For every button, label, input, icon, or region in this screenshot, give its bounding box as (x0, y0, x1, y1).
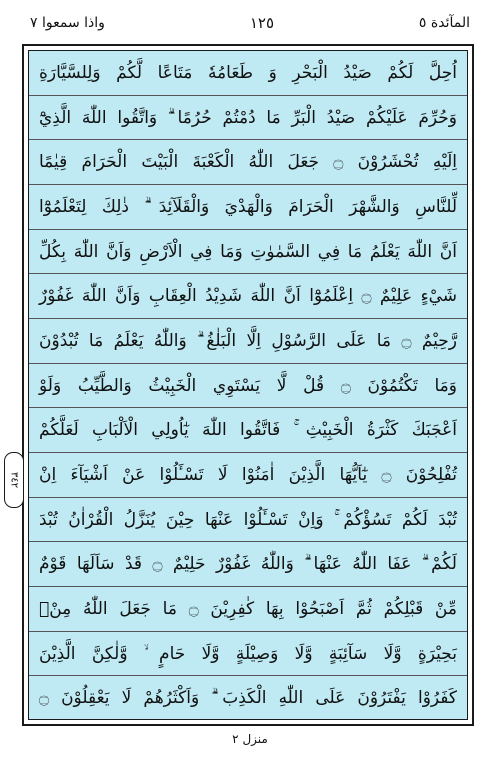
text-line: تُبْدَ لَكُمْ تَسُؤْكُمْ ۚ وَاِنْ تَسْـَٔلُوْا عَنْهَا حِيْنَ يُنَزَّلُ الْقُرْاٰنُ تُبْدَ (29, 498, 467, 543)
page-number: ١٢٥ (249, 14, 274, 32)
text-line: لَكُمْ ۗ عَفَا اللّٰهُ عَنْهَا ۗ وَاللّٰهُ غَفُوْرٌ حَلِيْمٌ ۝ قَدْ سَاَلَهَا قَوْمٌ (29, 542, 467, 587)
text-line: اُحِلَّ لَكُمْ صَيْدُ الْبَحْرِ وَ طَعَامُهٗ مَتَاعًا لَّكُمْ وَلِلسَّيَّارَةِ (29, 51, 467, 96)
text-line: اَنَّ اللّٰهَ يَعْلَمُ مَا فِي السَّمٰوٰتِ وَمَا فِي الْاَرْضِ وَاَنَّ اللّٰهَ بِكُلِّ (29, 230, 467, 275)
text-panel (28, 50, 468, 720)
text-line: تُفْلِحُوْنَ ۝ يٰٓاَيُّهَا الَّذِيْنَ اٰمَنُوْا لَا تَسْـَٔلُوْا عَنْ اَشْيَآءَ اِنْ (29, 453, 467, 498)
juz-name: واذا سمعوا ٧ (30, 15, 105, 31)
text-line: كَفَرُوْا يَفْتَرُوْنَ عَلَى اللّٰهِ الْكَذِبَ ۗ وَاَكْثَرُهُمْ لَا يَعْقِلُوْنَ ۝ (39, 688, 457, 709)
text-line: اَعْجَبَكَ كَثْرَةُ الْخَبِيْثِ ۚ فَاتَّقُوا اللّٰهَ يٰٓاُولِي الْاَلْبَابِ لَعَلَّكُمْ (29, 408, 467, 453)
text-line: وَمَا تَكْتُمُوْنَ ۝ قُلْ لَّا يَسْتَوِي الْخَبِيْثُ وَالطَّيِّبُ وَلَوْ (29, 364, 467, 409)
text-line: شَيْءٍ عَلِيْمٌ ۝ اِعْلَمُوْٓا اَنَّ اللّٰهَ شَدِيْدُ الْعِقَابِ وَاَنَّ اللّٰهَ غَفُوْرٌ (29, 274, 467, 319)
page-header (30, 8, 470, 38)
text-line: وَحُرِّمَ عَلَيْكُمْ صَيْدُ الْبَرِّ مَا دُمْتُمْ حُرُمًا ۗ وَاتَّقُوا اللّٰهَ الَّذِيْٓ (29, 96, 467, 141)
text-line: اِلَيْهِ تُحْشَرُوْنَ ۝ جَعَلَ اللّٰهُ الْكَعْبَةَ الْبَيْتَ الْحَرَامَ قِيٰمًا (29, 140, 467, 185)
text-line: بَحِيْرَةٍ وَّلَا سَآئِبَةٍ وَّلَا وَصِيْلَةٍ وَّلَا حَامٍ ۙ وَّلٰكِنَّ الَّذِيْنَ (29, 632, 467, 677)
text-line: لِّلنَّاسِ وَالشَّهْرَ الْحَرَامَ وَالْهَدْيَ وَالْقَلَآئِدَ ۗ ذٰلِكَ لِتَعْلَمُوْٓا (29, 185, 467, 230)
surah-name: المآئدة ٥ (418, 15, 470, 31)
text-line: مِّنْ قَبْلِكُمْ ثُمَّ اَصْبَحُوْا بِهَا كٰفِرِيْنَ ۝ مَا جَعَلَ اللّٰهُ مِنْۢ (29, 587, 467, 632)
manzil-footer: منزل ٢ (232, 732, 268, 746)
text-line: رَّحِيْمٌ ۝ مَا عَلَى الرَّسُوْلِ اِلَّا الْبَلٰغُ ۗ وَاللّٰهُ يَعْلَمُ مَا تُبْدُوْنَ (29, 319, 467, 364)
ruku-marker: ٣٤٢ (4, 452, 24, 508)
